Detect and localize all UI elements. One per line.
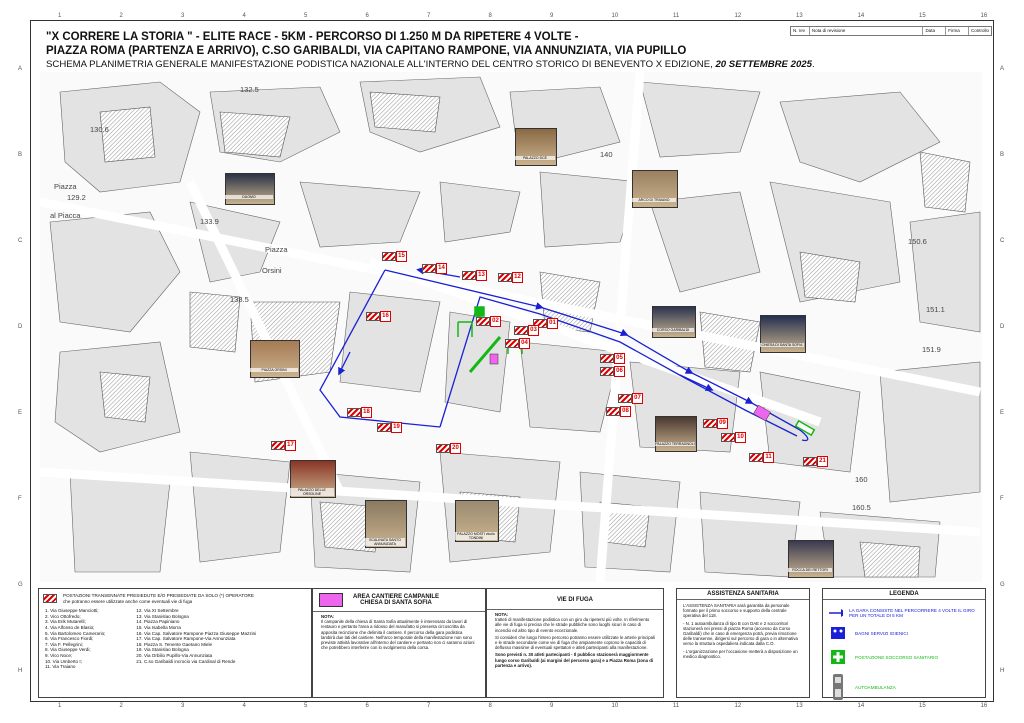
ruler-row-label: E — [1000, 410, 1005, 416]
sanitaria-text-2: - N. 1 autoambulanza di tipo B con DAE e 2 soccorritori stazionerà nei pressi di piazza Roma (accesso da Corso Garibaldi) che in caso di emergenza potrà, previa rimozione delle transenne, dirigersi sul percorso di gara o in alternativa verso la struttura ospedaliera indicata dalla C.O. — [683, 620, 798, 647]
ruler-row-label: E — [18, 410, 23, 416]
barrier-icon — [347, 408, 361, 417]
route-point-01: 01 — [547, 318, 558, 329]
sanitaria-heading: ASSISTENZA SANITARIA — [677, 589, 809, 600]
street-item: 2. Vico Ottofredo; — [45, 613, 81, 619]
barrier-icon — [498, 273, 512, 282]
barrier-icon — [600, 367, 614, 376]
subtitle-date: 20 SETTEMBRE 2025 — [715, 59, 812, 70]
ruler-col-label: 6 — [365, 703, 369, 709]
barrier-icon — [606, 407, 620, 416]
postazioni-sub: che potranno essere utilizzate anche come eventuali vie di fuga — [63, 598, 193, 604]
ruler-col-label: 12 — [734, 13, 742, 19]
cantiere-swatch-icon — [319, 593, 343, 607]
street-item: 11. Via Traiano — [45, 664, 76, 670]
subtitle-main: SCHEMA PLANIMETRIA GENERALE MANIFESTAZIONE PODISTICA NAZIONALE ALL'INTERNO DEL CENTRO STORICO DI BENEVENTO X EDIZIONE, — [46, 59, 716, 70]
toilet-icon — [827, 626, 849, 640]
sanitaria-text-1: L'ASSISTENZA SANITARIA sarà garantita da personale formato per il primo soccorso e supporto della centrale operativa del 118. — [683, 603, 790, 619]
barrier-icon — [377, 423, 391, 432]
ruler-row-label: D — [18, 324, 23, 330]
label-val8: 151.9 — [922, 345, 941, 354]
photo-caption-p5: CHIESA DI SANTA SOFIA — [761, 343, 803, 347]
fuga-nota-3: Sono previsti n. 30 atleti partecipanti - Il pubblico stazionerà maggiormente lungo corso Garibaldi (ai margini del percorso gara) e a Piazza Roma (zona di partenza e arrivo). — [495, 652, 654, 668]
photo-p6 — [250, 340, 300, 378]
label-val5: 140 — [600, 150, 613, 159]
ruler-col-label: 15 — [919, 13, 926, 19]
ruler-col-label: 4 — [242, 703, 246, 709]
cantiere-nota: Il campanile della chiesa di Santa Sofia attualmente è interessato da lavori di restauro e pertanto l'area a ridosso del manufatto si presenta circoscritta da apposita recinzione che delimita il cantiere. Il percorso della gara podistica lambirà due lati del cantiere. Nell'arco temporale della manifestazione non sono previste attività lavorative all'interno del cantiere e pertanto non ci saranno azioni che potrebbero interferire con lo svolgimento della corsa. — [321, 619, 475, 651]
photo-caption-p2: PALAZZO DCE — [515, 156, 555, 160]
photo-p11 — [788, 540, 834, 578]
street-item: 8. Via Giuseppe Verdi; — [45, 647, 91, 653]
street-item: 18. Piazza S. Tenente Gaetano Miele — [136, 641, 213, 647]
route-point-03: 03 — [528, 325, 539, 336]
label-val9: 160 — [855, 475, 868, 484]
barrier-icon — [43, 594, 57, 603]
photo-caption-p11: ROCCA DEI RETTORI — [788, 568, 832, 572]
ruler-row-label: H — [1000, 668, 1005, 674]
revision-col-nota: Nota di revisione — [810, 27, 924, 35]
barrier-icon — [721, 433, 735, 442]
label-piazza-orsini: Piazza — [265, 245, 288, 254]
route-point-15: 15 — [396, 251, 407, 262]
photo-caption-p4: CORSO GARIBALDI — [652, 328, 694, 332]
route-point-17: 17 — [285, 440, 296, 451]
ruler-col-label: 13 — [796, 703, 803, 709]
street-item: 17. Via Cap. Salvatore Rampone-Via Annunziata — [136, 636, 236, 642]
route-point-11: 11 — [763, 452, 774, 463]
legend-first-aid-text: POSTAZIONE SOCCORSO SANITARIO — [855, 654, 939, 660]
photo-caption-p9: SCALINATA SANTO ANNUNZIATA — [365, 538, 405, 546]
label-orsini: Orsini — [262, 266, 282, 275]
ruler-col-label: 5 — [304, 13, 308, 19]
fuga-nota-2: Si consideri che lungo l'intero percorso potranno essere utilizzate le arterie principali e le strade secondarie come vie di fuga che ampiamente coprono le capacità di deflusso massime di eventuali spettatori e atleti partecipanti alla manifestazione. — [495, 634, 655, 651]
barrier-icon — [618, 394, 632, 403]
legend-postazioni — [38, 588, 312, 698]
ruler-col-label: 7 — [427, 13, 431, 19]
barrier-icon — [436, 444, 450, 453]
ruler-col-label: 12 — [734, 703, 742, 709]
revision-col-firma: Firma — [946, 27, 969, 35]
photo-caption-p3: ARCO DI TRAIANO — [632, 198, 676, 202]
route-point-21: 21 — [817, 456, 828, 467]
ruler-row-label: B — [1000, 152, 1005, 158]
ruler-col-label: 14 — [857, 13, 865, 19]
ruler-col-label: 10 — [611, 703, 619, 709]
ruler-col-label: 7 — [427, 703, 431, 709]
ruler-col-label: 1 — [58, 13, 62, 19]
barrier-icon — [600, 354, 614, 363]
route-point-08: 08 — [620, 406, 631, 417]
revision-col-nrev: N. rev — [791, 27, 810, 35]
ruler-row-label: G — [1000, 582, 1005, 588]
street-list — [39, 608, 311, 670]
label-piazza-val: 129.2 — [67, 193, 86, 202]
ruler-col-label: 2 — [119, 13, 123, 19]
route-point-19: 19 — [391, 422, 402, 433]
street-item: 6. Via Francesco Fiordi; — [45, 636, 94, 642]
barrier-icon — [749, 453, 763, 462]
barrier-icon — [422, 264, 436, 273]
photo-p1 — [225, 173, 275, 205]
ruler-row-label: C — [18, 238, 23, 244]
fuga-nota-1: tratteti di manifestazione podistica con un giro da ripetersi più volte. In riferimento alle vie di fuga si precisa che le strade pubbliche sono luoghi sicuri in caso di incendio ed altro tipo di evento eccezionale. — [495, 617, 650, 633]
route-point-20: 20 — [450, 443, 461, 454]
title-line-1: "X CORRERE LA STORIA " - ELITE RACE - 5KM - PERCORSO DI 1.250 M DA RIPETERE 4 VOLTE - — [46, 31, 579, 43]
street-item: 13. Via Stanislao Bologna — [136, 613, 189, 619]
barrier-icon — [505, 339, 519, 348]
subtitle — [46, 58, 926, 71]
route-point-07: 07 — [632, 393, 643, 404]
ruler-col-label: 16 — [980, 703, 988, 709]
photo-caption-p10: PALAZZO MOSTI vicolo TONDINI — [455, 532, 497, 540]
street-item: 5. Via Bartolomeo Camerario; — [45, 630, 106, 636]
revision-col-controllo: Controllo — [970, 28, 989, 33]
photo-p5 — [760, 315, 806, 353]
ruler-row-label: H — [18, 668, 23, 674]
cantiere-nota-label: NOTA: — [321, 614, 335, 619]
legend-heading: LEGENDA — [823, 589, 985, 600]
street-item: 15. Via Isabella Morra — [136, 624, 181, 630]
photo-caption-p7: PALAZZO TERRAGNOLI — [655, 442, 695, 446]
legend-vie-di-fuga — [486, 588, 664, 698]
barrier-icon — [803, 457, 817, 466]
street-item: 16. Via Cap. Salvatore Rampone Piazza Giuseppe Mazzini — [136, 630, 257, 636]
route-point-02: 02 — [490, 316, 501, 327]
ruler-col-label: 10 — [611, 13, 619, 19]
legend-ambulance-text: AUTOAMBULANZA — [855, 684, 896, 690]
fuga-nota-label: NOTA: — [495, 612, 509, 617]
street-item: 14. Piazza Papiniano — [136, 619, 180, 625]
city-map — [40, 72, 982, 582]
legend-main — [822, 588, 986, 698]
photo-p4 — [652, 306, 696, 338]
ruler-col-label: 11 — [673, 13, 680, 19]
title-block — [46, 30, 926, 71]
photo-p7 — [655, 416, 697, 452]
ruler-row-label: A — [1000, 66, 1005, 72]
ruler-col-label: 1 — [58, 703, 62, 709]
label-val1: 130.6 — [90, 125, 109, 134]
ruler-col-label: 5 — [304, 703, 308, 709]
legend-cantiere — [312, 588, 486, 698]
barrier-icon — [462, 271, 476, 280]
label-val3: 138.5 — [230, 295, 249, 304]
label-al-piacca: al Piacca — [50, 211, 81, 220]
route-point-12: 12 — [512, 272, 523, 283]
label-val4: 132.5 — [240, 85, 259, 94]
route-point-06: 06 — [614, 366, 625, 377]
sanitaria-text-3: - L'organizzazione per l'occasione metterà a disposizione un medico diagnostico. — [683, 648, 798, 659]
ruler-col-label: 9 — [550, 13, 554, 19]
label-piazza: Piazza — [54, 182, 77, 191]
ruler-row-label: A — [18, 66, 23, 72]
ruler-row-label: D — [1000, 324, 1005, 330]
route-arrow-icon — [827, 606, 843, 620]
photo-caption-p6: PIAZZA ORSINI — [250, 368, 298, 372]
route-point-10: 10 — [735, 432, 746, 443]
ruler-col-label: 15 — [919, 703, 926, 709]
first-aid-icon — [827, 650, 849, 664]
route-point-05: 05 — [614, 353, 625, 364]
ruler-col-label: 3 — [181, 703, 185, 709]
cantiere-heading-2: CHIESA DI SANTA SOFIA — [360, 600, 432, 606]
barrier-icon — [366, 312, 380, 321]
route-point-09: 09 — [717, 418, 728, 429]
legend-sanitaria — [676, 588, 810, 698]
label-val10: 160.5 — [852, 503, 871, 512]
label-val2: 133.9 — [200, 217, 219, 226]
legend-route-text: LA GARA CONSISTE NEL PERCORRERE 4 VOLTE IL GIRO PER UN TOTALE DI 5 KM — [849, 608, 975, 618]
barrier-icon — [476, 317, 490, 326]
route-point-16: 16 — [380, 311, 391, 322]
barrier-icon — [271, 441, 285, 450]
ruler-col-label: 4 — [242, 13, 246, 19]
photo-p3 — [632, 170, 678, 208]
ruler-col-label: 14 — [857, 703, 865, 709]
ruler-col-label: 11 — [673, 703, 680, 709]
route-point-13: 13 — [476, 270, 487, 281]
route-point-18: 18 — [361, 407, 372, 418]
title-line-2: PIAZZA ROMA (PARTENZA E ARRIVO), C.SO GARIBALDI, VIA CAPITANO RAMPONE, VIA ANNUNZIATA, VIA PUPILLO — [46, 45, 687, 57]
revision-col-data: Data — [923, 27, 946, 35]
legend-toilet-text: BAGNI SERVIZI IGIENICI — [855, 630, 909, 636]
street-item: 21. C.so Garibaldi incrocio via Cardinal di Rende — [136, 658, 236, 664]
street-item: 20. Via Orbilio Pupillo-Via Annunziata — [136, 652, 213, 658]
street-item: 4. Via Alfonso de Blasio; — [45, 624, 95, 630]
barrier-icon — [703, 419, 717, 428]
ruler-col-label: 9 — [550, 703, 554, 709]
route-point-14: 14 — [436, 263, 447, 274]
ruler-row-label: F — [18, 496, 22, 502]
ruler-col-label: 8 — [488, 13, 492, 19]
street-item: 12. Via XI Settembre — [136, 608, 179, 614]
ambulance-icon — [827, 674, 849, 700]
street-item: 7. Via F. Pellegrini; — [45, 641, 83, 647]
barrier-icon — [514, 326, 528, 335]
fuga-heading: VIE DI FUGA — [556, 597, 593, 603]
barrier-icon — [382, 252, 396, 261]
ruler-col-label: 6 — [365, 13, 369, 19]
subtitle-end: . — [811, 59, 815, 70]
street-item: 9. Vico Noce; — [45, 652, 73, 658]
street-item: 10. Via Umberto I; — [45, 658, 82, 664]
ruler-row-label: F — [1000, 496, 1004, 502]
street-item: 1. Via Giuseppe Manciotti; — [45, 608, 99, 614]
street-item: 3. Via Erik Mutarelli; — [45, 619, 86, 625]
route-point-04: 04 — [519, 338, 530, 349]
ruler-col-label: 8 — [488, 703, 492, 709]
postazioni-heading: POSTAZIONI TRANSENNATE PRESIEDUTE E/O PRESIEDIATE DA SOLO (*) OPERATORE — [63, 593, 254, 598]
ruler-col-label: 16 — [980, 13, 988, 19]
cantiere-heading-1: AREA CANTIERE CAMPANILE — [353, 594, 440, 600]
street-item: 19. Via Stanislao Bologna — [136, 647, 189, 653]
photo-caption-p1: DUOMO — [225, 195, 273, 199]
label-val7: 151.1 — [926, 305, 945, 314]
label-val6: 150.6 — [908, 237, 927, 246]
photo-caption-p8: PALAZZO DELLE ORSOLINE — [290, 488, 334, 496]
ruler-col-label: 2 — [119, 703, 123, 709]
photo-p2 — [515, 128, 557, 166]
ruler-row-label: C — [1000, 238, 1005, 244]
ruler-row-label: B — [18, 152, 23, 158]
ruler-col-label: 3 — [181, 13, 185, 19]
ruler-row-label: G — [18, 582, 23, 588]
ruler-col-label: 13 — [796, 13, 803, 19]
